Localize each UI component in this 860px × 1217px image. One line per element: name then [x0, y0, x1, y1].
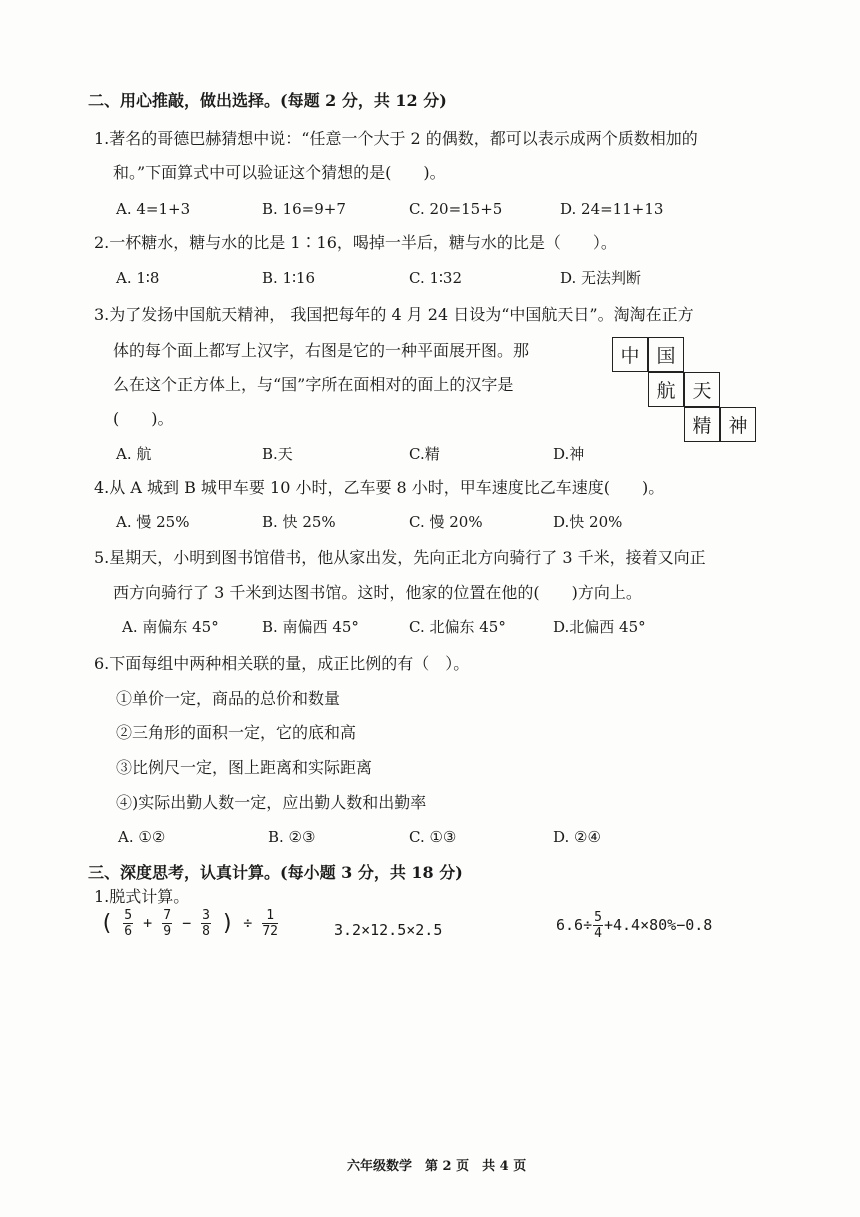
q2-option-d: D. 无法判断 — [560, 269, 642, 287]
q1-option-a: A. 4=1+3 — [116, 200, 191, 218]
fraction-5-6: $\frac{5}{6}$ — [124, 908, 133, 939]
q3-line4: ( )。 — [113, 409, 174, 428]
calc-expression-1: ( $\frac{5}{6}$ + $\frac{7}{9}$ − $\frac{3}{8}$ ) ÷ $\frac{1}{72}$ — [100, 908, 278, 939]
net-cell-hang: 航 — [648, 372, 684, 407]
fraction-5-4: $\frac{5}{4}$ — [594, 910, 602, 941]
fraction-1-72: $\frac{1}{72}$ — [262, 908, 278, 939]
q6-item-3: ③比例尺一定，图上距离和实际距离 — [116, 758, 373, 777]
net-cell-guo: 国 — [648, 337, 684, 372]
q6-option-b: B. ②③ — [268, 828, 316, 846]
q6-item-2: ②三角形的面积一定，它的底和高 — [116, 723, 357, 742]
net-cell-jing: 精 — [684, 407, 720, 442]
q6-option-a: A. ①② — [118, 828, 166, 846]
q4-option-c: C. 慢 20% — [409, 513, 483, 531]
section3-heading: 三、深度思考，认真计算。(每小题 3 分，共 18 分) — [88, 863, 463, 882]
q3-line2: 体的每个面上都写上汉字，右图是它的一种平面展开图。那 — [113, 341, 530, 360]
q4-option-a: A. 慢 25% — [116, 513, 190, 531]
cube-net — [612, 337, 762, 449]
q1-line2: 和。”下面算式中可以验证这个猜想的是( )。 — [113, 163, 446, 182]
net-cell-tian: 天 — [684, 372, 720, 407]
q1-line1: 1.著名的哥德巴赫猜想中说：“任意一个大于 2 的偶数，都可以表示成两个质数相加的 — [94, 129, 698, 148]
q5-line1: 5.星期天，小明到图书馆借书，他从家出发，先向正北方向骑行了 3 千米，接着又向正 — [94, 548, 706, 567]
q4-line1: 4.从 A 城到 B 城甲车要 10 小时，乙车要 8 小时，甲车速度比乙车速度( )。 — [94, 478, 665, 497]
net-cell-shen: 神 — [720, 407, 756, 442]
q3-option-b: B.天 — [262, 445, 293, 463]
q2-option-c: C. 1∶32 — [409, 269, 463, 287]
q3-line1: 3.为了发扬中国航天精神， 我国把每年的 4 月 24 日设为“中国航天日”。淘淘在正方 — [94, 305, 694, 324]
q4-option-d: D.快 20% — [553, 513, 623, 531]
calc-expression-3: 6.6÷ $\frac{5}{4}$ +4.4×80%−0.8 — [556, 910, 713, 941]
q5-line2: 西方向骑行了 3 千米到达图书馆。这时，他家的位置在他的( )方向上。 — [113, 583, 642, 602]
section3-sub1: 1.脱式计算。 — [94, 887, 190, 906]
q4-option-b: B. 快 25% — [262, 513, 336, 531]
q3-option-c: C.精 — [409, 445, 440, 463]
q1-option-c: C. 20=15+5 — [409, 200, 503, 218]
q6-option-d: D. ②④ — [553, 828, 601, 846]
q6-option-c: C. ①③ — [409, 828, 457, 846]
q5-option-a: A. 南偏东 45° — [122, 618, 219, 636]
q3-line3: 么在这个正方体上，与“国”字所在面相对的面上的汉字是 — [113, 375, 514, 394]
net-cell-zhong: 中 — [612, 337, 648, 372]
q6-item-4: ④)实际出勤人数一定，应出勤人数和出勤率 — [116, 793, 427, 812]
q3-option-d: D.神 — [553, 445, 585, 463]
q1-option-b: B. 16=9+7 — [262, 200, 346, 218]
q2-line1: 2.一杯糖水，糖与水的比是 1∶16，喝掉一半后，糖与水的比是（ ）。 — [94, 233, 617, 252]
fraction-3-8: $\frac{3}{8}$ — [202, 908, 210, 939]
q1-option-d: D. 24=11+13 — [560, 200, 664, 218]
calc-expression-2: 3.2×12.5×2.5 — [334, 921, 443, 939]
q5-option-b: B. 南偏西 45° — [262, 618, 359, 636]
q5-option-c: C. 北偏东 45° — [409, 618, 506, 636]
q6-line1: 6.下面每组中两种相关联的量，成正比例的有（ ）。 — [94, 654, 470, 673]
fraction-7-9: $\frac{7}{9}$ — [163, 908, 172, 939]
q5-option-d: D.北偏西 45° — [553, 618, 646, 636]
section2-heading: 二、用心推敲，做出选择。(每题 2 分，共 12 分) — [88, 91, 447, 110]
page-footer: 六年级数学 第 2 页 共 4 页 — [347, 1159, 527, 1174]
q2-option-a: A. 1∶8 — [116, 269, 160, 287]
q6-item-1: ①单价一定，商品的总价和数量 — [116, 689, 341, 708]
q3-option-a: A. 航 — [116, 445, 152, 463]
q2-option-b: B. 1∶16 — [262, 269, 316, 287]
